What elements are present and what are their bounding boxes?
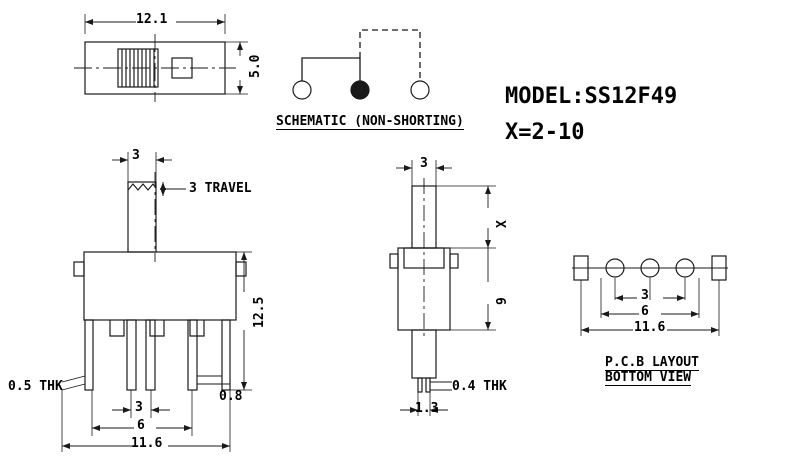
top-view-width-dim: 12.1 (136, 12, 168, 27)
travel-label: 3 TRAVEL (189, 181, 252, 196)
front-view-group (62, 152, 252, 452)
pcb-pitch-1-dim: 3 (641, 288, 649, 303)
front-actuator-width-dim: 3 (132, 148, 140, 163)
pin-width-dim: 0.8 (219, 389, 243, 404)
side-actuator-height-dim: X (495, 220, 510, 228)
side-actuator-width-dim: 3 (420, 156, 428, 171)
schematic-caption: SCHEMATIC (NON-SHORTING) (276, 114, 464, 129)
x-range-label: X=2-10 (505, 120, 585, 145)
front-overall-width-dim: 11.6 (131, 436, 163, 451)
page-title: MODEL:SS12F49 (505, 84, 678, 109)
pcb-overall-dim: 11.6 (634, 320, 666, 335)
top-view-height-dim: 5.0 (248, 54, 263, 78)
pcb-pitch-2-dim: 6 (641, 304, 649, 319)
top-view-group (74, 14, 248, 102)
side-body-height-dim: 9 (495, 297, 510, 305)
front-body-height-dim: 12.5 (252, 296, 267, 328)
pcb-caption-line2: BOTTOM VIEW (605, 370, 692, 385)
side-pin-span-dim: 1.3 (415, 401, 439, 416)
front-pin-pitch-2-dim: 6 (137, 418, 145, 433)
side-view-group (390, 160, 496, 416)
pin-thickness-dim: 0.5 THK (8, 379, 63, 394)
front-pin-pitch-1-dim: 3 (135, 400, 143, 415)
schematic-group (293, 30, 429, 99)
pcb-caption-line1: P.C.B LAYOUT (605, 355, 699, 370)
side-pin-thickness-dim: 0.4 THK (452, 379, 507, 394)
